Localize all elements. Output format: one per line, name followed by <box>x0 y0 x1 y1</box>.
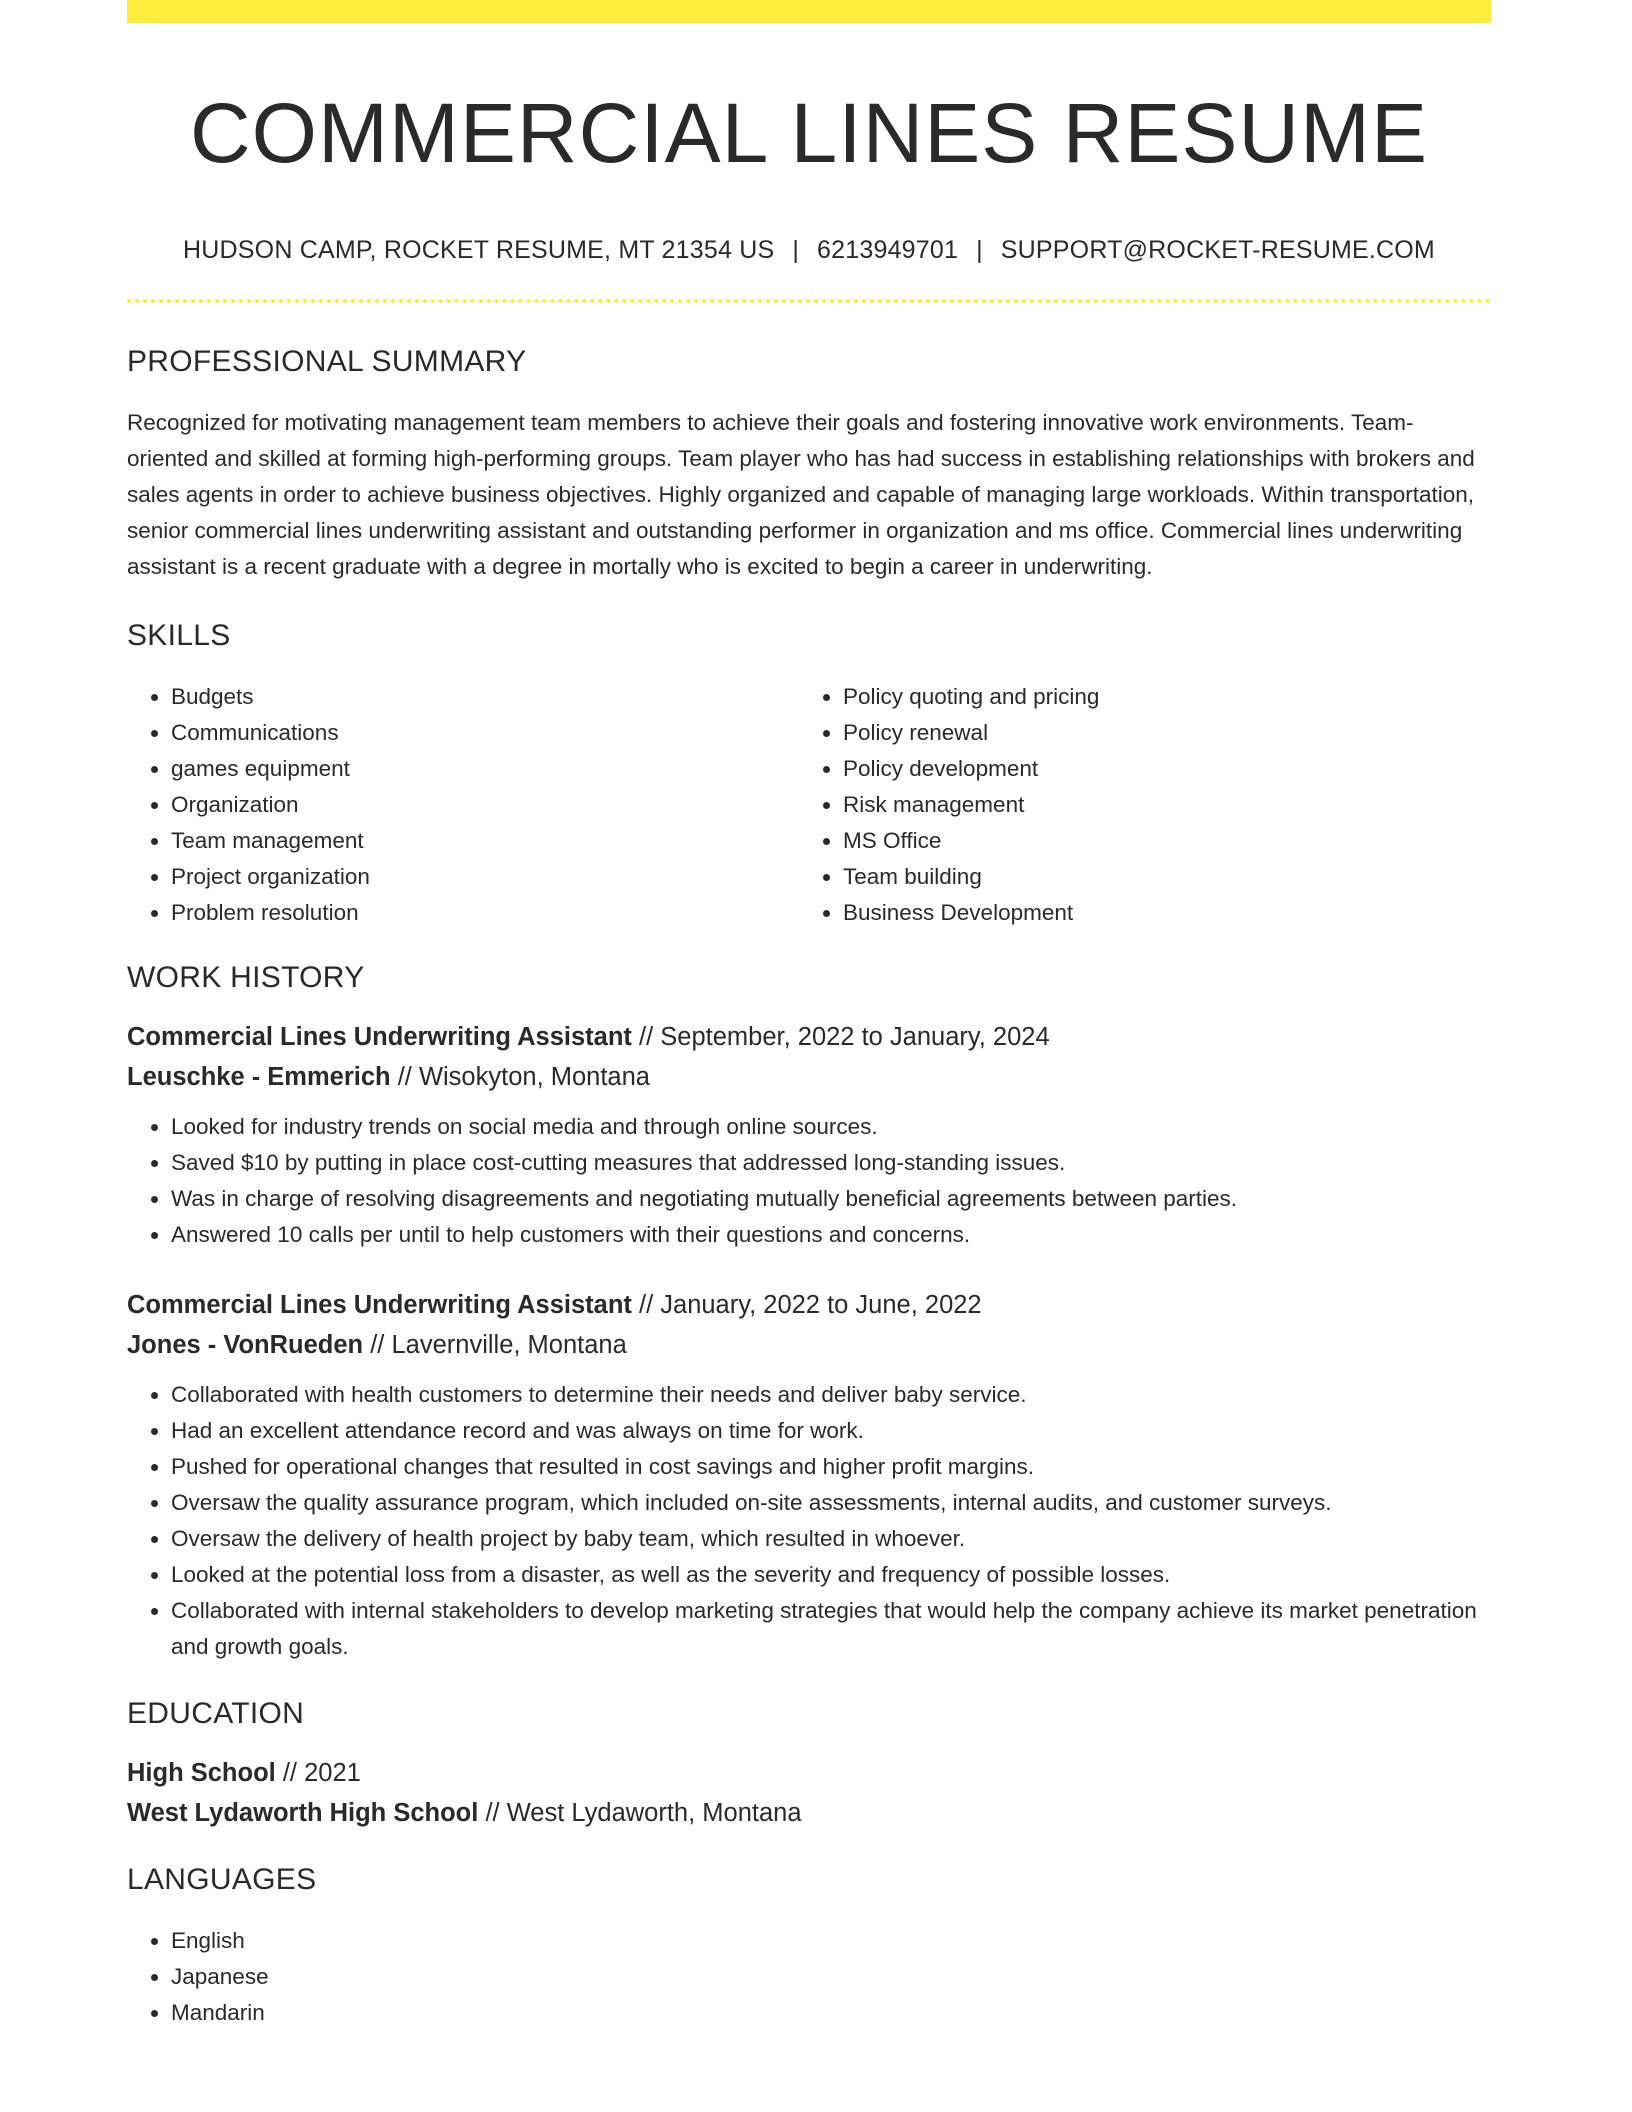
skills-columns <box>127 679 1491 931</box>
languages-list <box>127 1923 1491 2031</box>
skills-list-left <box>127 679 799 931</box>
language-item: • Mandarin <box>171 1995 1491 2031</box>
job-dates: January, 2022 to June, 2022 <box>660 1290 982 1319</box>
section-title-summary: PROFESSIONAL SUMMARY <box>127 344 527 378</box>
skill-item: • Business Development <box>843 895 1471 931</box>
contact-address: HUDSON CAMP, ROCKET RESUME, MT 21354 US <box>183 235 775 264</box>
job-dates: September, 2022 to January, 2024 <box>660 1022 1050 1051</box>
resume-page <box>127 0 1491 2031</box>
skills-list-right <box>799 679 1471 931</box>
skill-item: • Budgets <box>171 679 799 715</box>
education-degree: High School <box>127 1758 276 1787</box>
skill-item: • Team management <box>171 823 799 859</box>
job-company: Leuschke - Emmerich <box>127 1062 391 1091</box>
skill-item: • games equipment <box>171 751 799 787</box>
job-bullet: • Pushed for operational changes that resulted in cost savings and higher profit margins. <box>171 1449 1491 1485</box>
skill-item: • Organization <box>171 787 799 823</box>
job-bullet: • Saved $10 by putting in place cost-cutting measures that addressed long-standing issues. <box>171 1145 1491 1181</box>
job-bullet: • Answered 10 calls per until to help customers with their questions and concerns. <box>171 1217 1491 1253</box>
job-bullet: • Collaborated with internal stakeholders to develop marketing strategies that would help the company achieve its market penetration and growth goals. <box>171 1593 1491 1665</box>
skill-item: • MS Office <box>843 823 1471 859</box>
education-degree-line: High School // 2021 <box>127 1758 361 1787</box>
contact-line <box>127 236 1491 265</box>
language-item: • Japanese <box>171 1959 1491 1995</box>
language-item: • English <box>171 1923 1491 1959</box>
education-entry <box>127 1753 1491 1833</box>
contact-email: SUPPORT@ROCKET-RESUME.COM <box>1000 235 1435 264</box>
job-bullets <box>127 1109 1491 1253</box>
contact-phone: 6213949701 <box>817 235 959 264</box>
resume-title: COMMERCIAL LINES RESUME <box>189 86 1429 180</box>
job-company: Jones - VonRueden <box>127 1330 364 1359</box>
contact-separator: | <box>792 235 800 264</box>
education-school-line: West Lydaworth High School // West Lydaworth, Montana <box>127 1798 802 1827</box>
job-role: Commercial Lines Underwriting Assistant <box>127 1022 632 1051</box>
job-bullet: • Had an excellent attendance record and was always on time for work. <box>171 1413 1491 1449</box>
skill-item: • Communications <box>171 715 799 751</box>
job-bullet: • Looked for industry trends on social media and through online sources. <box>171 1109 1491 1145</box>
education-year: 2021 <box>304 1758 361 1787</box>
job-bullet: • Oversaw the quality assurance program, which included on-site assessments, internal audits, and customer surveys. <box>171 1485 1491 1521</box>
job-location: Lavernville, Montana <box>391 1330 627 1359</box>
section-title-languages: LANGUAGES <box>127 1862 317 1896</box>
job-role-line: Commercial Lines Underwriting Assistant // September, 2022 to January, 2024 <box>127 1022 1050 1051</box>
accent-bar <box>127 0 1491 23</box>
job-bullets <box>127 1377 1491 1665</box>
skill-item: • Policy development <box>843 751 1471 787</box>
skill-item: • Team building <box>843 859 1471 895</box>
job-company-line: Leuschke - Emmerich // Wisokyton, Montana <box>127 1062 650 1091</box>
job-header <box>127 1017 1491 1097</box>
job-bullet: • Collaborated with health customers to determine their needs and deliver baby service. <box>171 1377 1491 1413</box>
job-bullet: • Oversaw the delivery of health project by baby team, which resulted in whoever. <box>171 1521 1491 1557</box>
job-company-line: Jones - VonRueden // Lavernville, Montana <box>127 1330 627 1359</box>
job-bullet: • Looked at the potential loss from a disaster, as well as the severity and frequency of possible losses. <box>171 1557 1491 1593</box>
job-header <box>127 1285 1491 1365</box>
skill-item: • Project organization <box>171 859 799 895</box>
contact-separator: | <box>976 235 983 264</box>
skill-item: • Problem resolution <box>171 895 799 931</box>
skill-item: • Policy quoting and pricing <box>843 679 1471 715</box>
dotted-divider <box>127 299 1491 303</box>
job-role-line: Commercial Lines Underwriting Assistant // January, 2022 to June, 2022 <box>127 1290 982 1319</box>
section-title-education: EDUCATION <box>127 1696 305 1730</box>
education-school: West Lydaworth High School <box>127 1798 479 1827</box>
job-role: Commercial Lines Underwriting Assistant <box>127 1290 632 1319</box>
skill-item: • Risk management <box>843 787 1471 823</box>
education-location: West Lydaworth, Montana <box>506 1798 802 1827</box>
section-title-work-history: WORK HISTORY <box>127 960 365 994</box>
job-bullet: • Was in charge of resolving disagreements and negotiating mutually beneficial agreements between parties. <box>171 1181 1491 1217</box>
skill-item: • Policy renewal <box>843 715 1471 751</box>
summary-text: Recognized for motivating management team members to achieve their goals and fostering innovative work environments. Team-oriented and skilled at forming high-performing groups. Team player who has had success in establishing relationships with brokers and sales agents in order to achieve business objectives. Highly organized and capable of managing large workloads. Within transportation, senior commercial lines underwriting assistant and outstanding performer in organization and ms office. Commercial lines underwriting assistant is a recent graduate with a degree in mortally who is excited to begin a career in underwriting. <box>127 409 1475 579</box>
section-title-skills: SKILLS <box>127 618 231 652</box>
job-location: Wisokyton, Montana <box>418 1062 650 1091</box>
